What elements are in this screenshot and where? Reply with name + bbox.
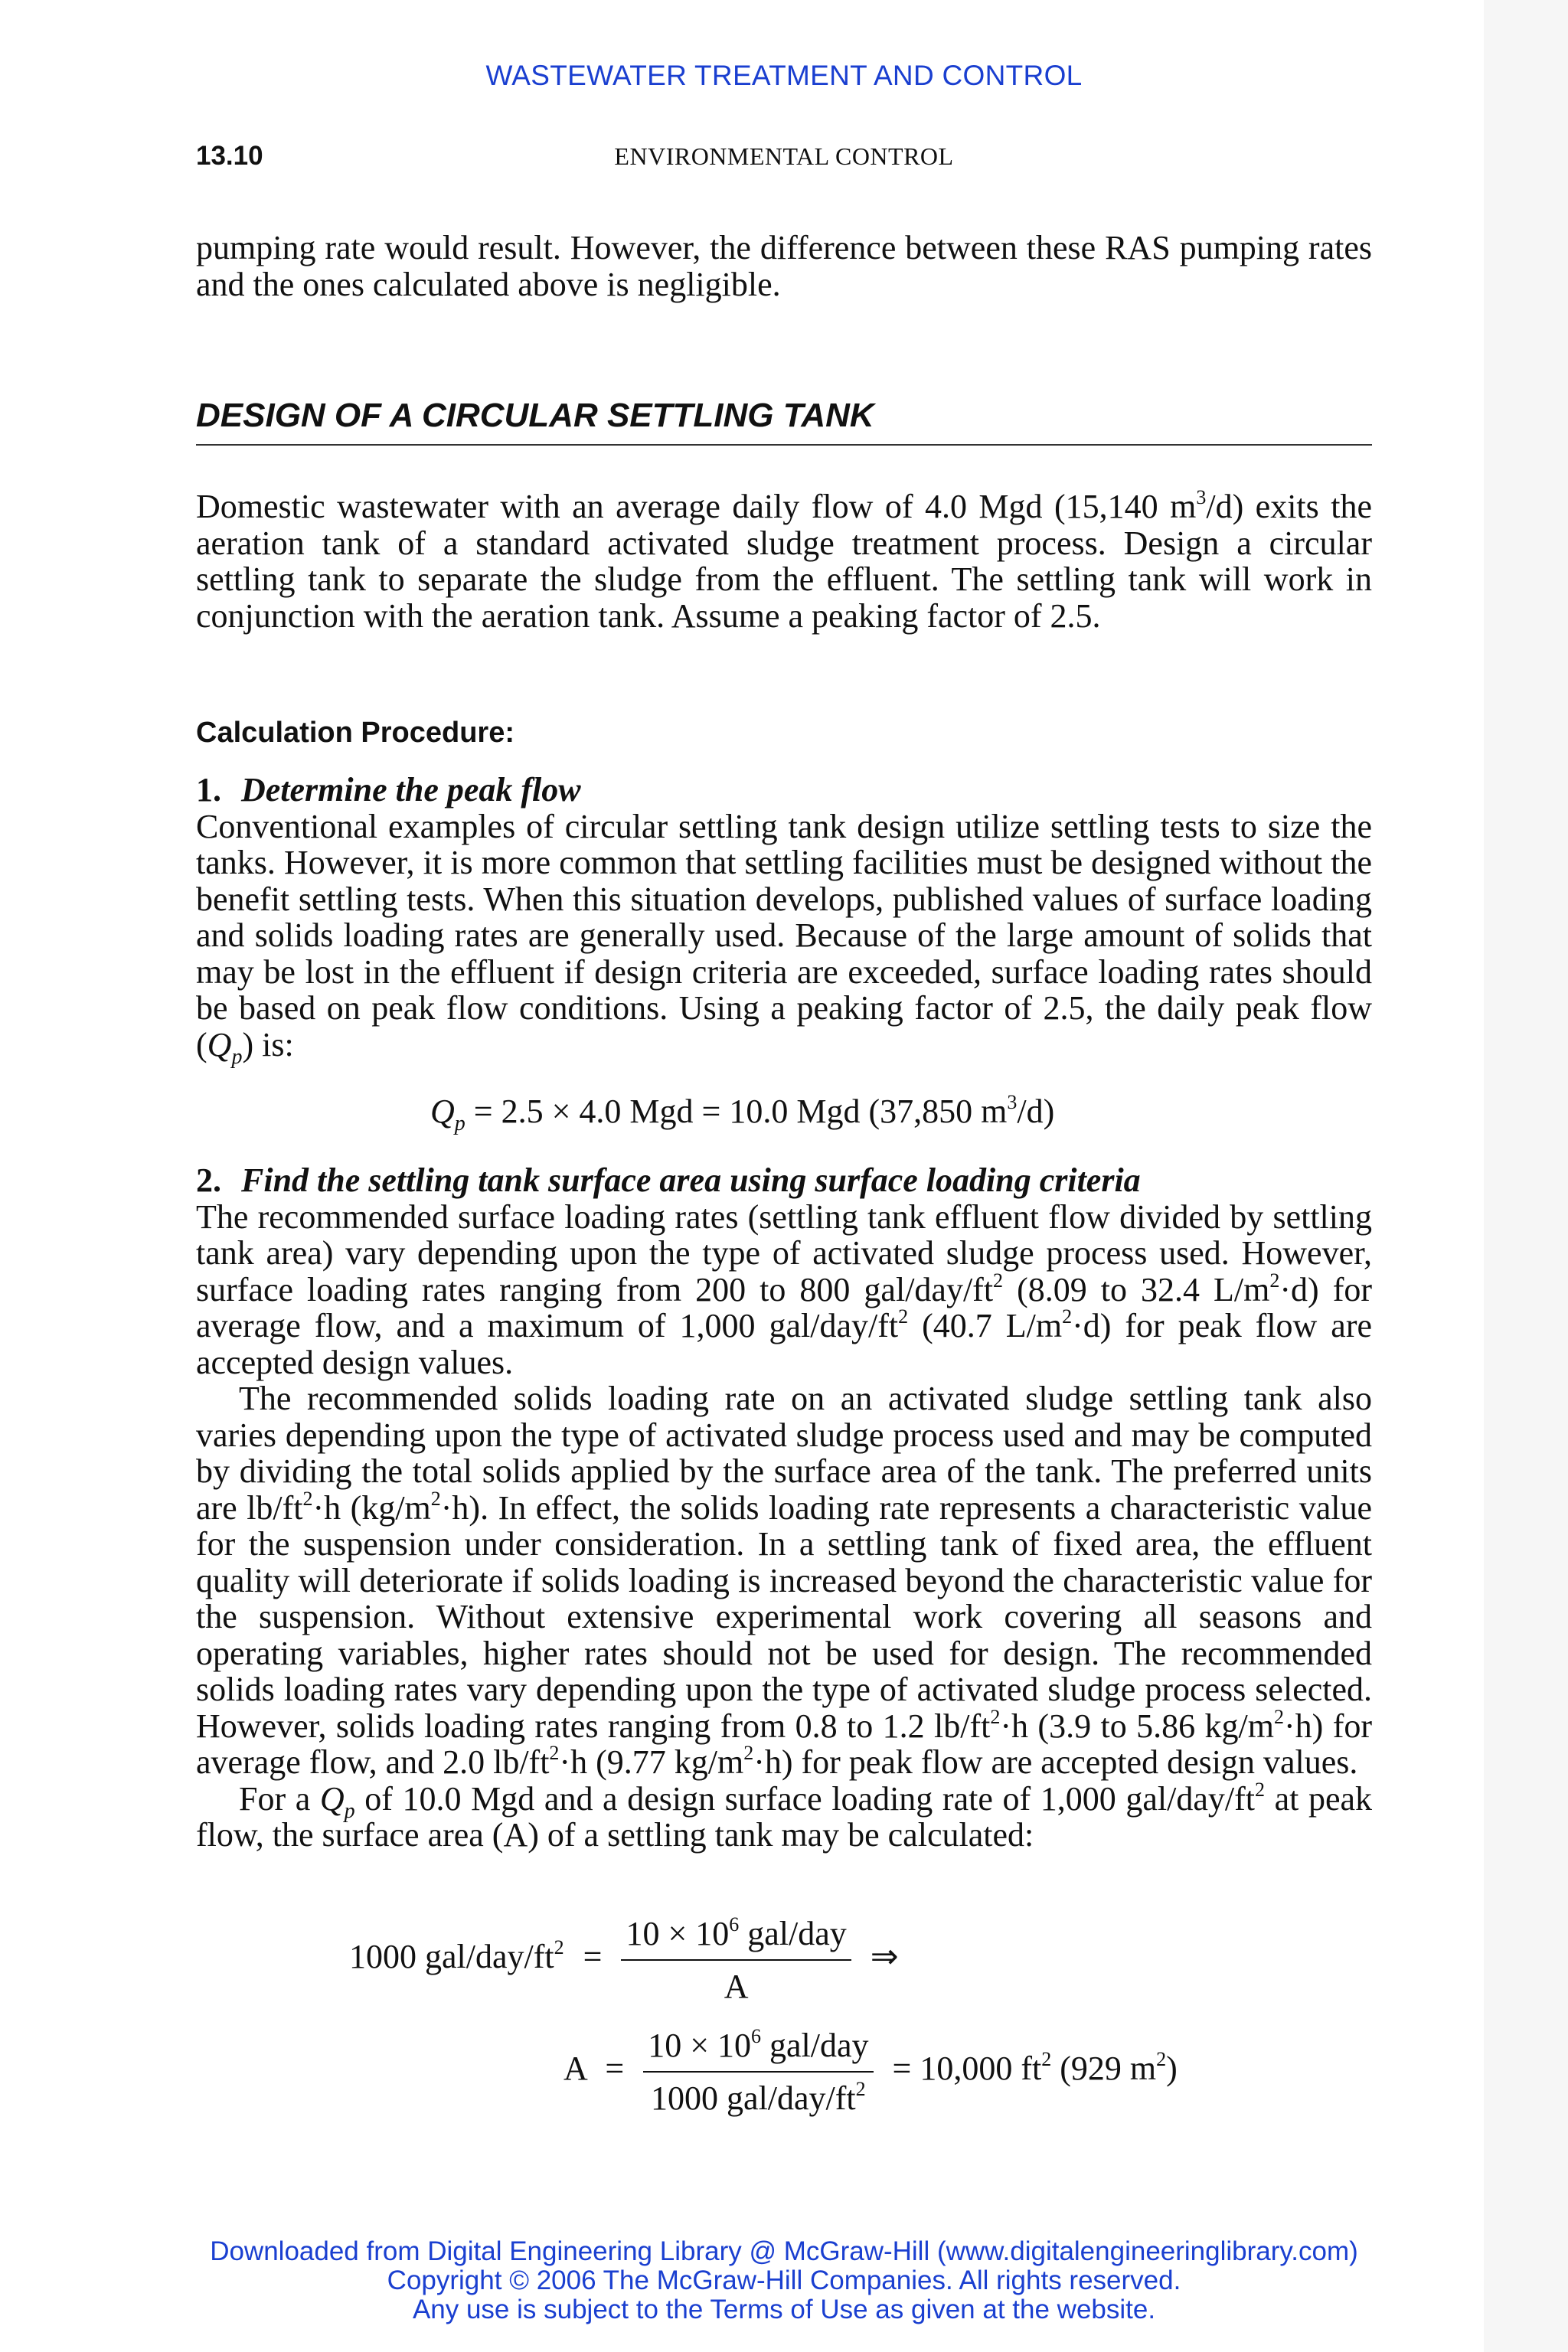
footer-link-library[interactable]: Downloaded from Digital Engineering Library @ McGraw-Hill (www.digitalengineeringlibrary.com)	[210, 2236, 1358, 2266]
eq-text: = 2.5 × 4.0 Mgd = 10.0 Mgd (37,850 m	[465, 1093, 1008, 1130]
footer-copyright[interactable]: Copyright © 2006 The McGraw-Hill Companies. All rights reserved.	[387, 2265, 1181, 2295]
eq1-numerator: $10 \times 10^6$ gal/day	[621, 1914, 851, 1961]
intro-paragraph	[196, 230, 1372, 302]
eq2-fraction	[643, 2026, 873, 2118]
eq2-result: = 10,000 $ft^2$ (929 $m^2$)	[892, 2048, 1178, 2088]
eq2-lhs: A	[564, 2050, 586, 2088]
problem-text-2: /d) exits the aeration tank of a standard activated sludge treatment process. Design a circular settling tank to separate the sludge from the effluent. The settling tank will work in conjunction with the aeration tank. Assume a peaking factor of 2.5.	[196, 488, 1372, 635]
problem-exp: 3	[1196, 486, 1207, 508]
implies-symbol: ⇒	[870, 1938, 899, 1976]
step2-paragraph-3: For a $Q_p$ of 10.0 Mgd and a design surface loading rate of 1,000 gal/$day/ft^2$ at peak flow, the surface area (A) of a settling tank may be calculated:	[196, 1778, 1373, 1854]
eq-exp: 3	[1007, 1091, 1018, 1113]
step2-paragraph-1: The recommended surface loading rates (settling tank effluent flow divided by settling tank area) vary depending upon the type of activated sludge process used. However, surface loading rates ranging from 200 to 800 gal/$day/ft^2$ (8.09 to 32.4 $L/m^2\cdot d$) for average flow, and a maximum of 1,000 gal/$day/ft^2$ (40.7 $L/m^2\cdot d$) for peak flow are accepted design values.	[196, 1197, 1373, 1381]
step2-block	[196, 1162, 1372, 1854]
step1-body-end: ) is:	[242, 1025, 294, 1063]
surface-area-equation-2	[564, 2026, 1178, 2118]
running-head-link[interactable]: WASTEWATER TREATMENT AND CONTROL	[485, 60, 1083, 91]
eq-sub: p	[454, 1112, 466, 1135]
eq2-equals: =	[605, 2050, 625, 2088]
step2-paragraph-2: The recommended solids loading rate on an activated sludge settling tank also varies depending upon the type of activated sludge process used and may be computed by dividing the total solids applied by the surface area of the tank. The preferred units are $lb/ft^2\cdot h$ $(kg/m^2\cdot h)$. In effect, the solids loading rate represents a characteristic value for the suspension under consideration. In a settling tank of fixed area, the effluent quality will deteriorate if solids loading is increased beyond the characteristic value for the suspension. Without extensive experimental work covering all seasons and operating variables, higher rates should not be used for design. The recommended solids loading rates vary depending upon the type of activated sludge process selected. However, solids loading rates ranging from 0.8 to 1.2 $lb/ft^2\cdot h$ (3.9 to 5.86 $kg/m^2\cdot h$) for average flow, and 2.0 $lb/ft^2\cdot h$ (9.77 $kg/m^2\cdot h$) for peak flow are accepted design values.	[196, 1380, 1372, 1781]
eq-var: Q	[430, 1093, 455, 1130]
step2-title: Find the settling tank surface area using surface loading criteria	[241, 1161, 1141, 1199]
section-heading: DESIGN OF A CIRCULAR SETTLING TANK	[196, 397, 1372, 446]
problem-statement	[196, 488, 1372, 634]
footer-terms[interactable]: Any use is subject to the Terms of Use as given at the website.	[412, 2295, 1156, 2324]
step1-heading	[196, 772, 1372, 808]
footer	[0, 2237, 1568, 2324]
page-number: 13.10	[196, 141, 263, 171]
eq-end: /d)	[1017, 1093, 1055, 1130]
peak-flow-equation	[430, 1091, 1055, 1135]
eq1-denominator: A	[724, 1968, 749, 2005]
step1-block	[196, 771, 1372, 1069]
eq1-fraction	[621, 1914, 851, 2006]
problem-text-1: Domestic wastewater with an average daily flow of 4.0 Mgd (15,140 m	[196, 488, 1197, 525]
chapter-title: ENVIRONMENTAL CONTROL	[614, 142, 954, 170]
intro-text: pumping rate would result. However, the difference between these RAS pumping rates and the ones calculated above is negligible.	[196, 229, 1372, 303]
step1-var: Q	[207, 1025, 232, 1063]
surface-area-equation-1: 1000 gal/$day/ft^2$ = $\frac{10 \times 10^6 gal/day}{A}$ ⇒	[349, 1913, 899, 2005]
eq1-equals: =	[583, 1938, 603, 1976]
step2-heading	[196, 1162, 1372, 1199]
step2-number: 2.	[196, 1161, 221, 1199]
step1-number: 1.	[196, 771, 221, 808]
step1-body	[196, 807, 1372, 1069]
step1-body-text: Conventional examples of circular settling tank design utilize settling tests to size the tanks. However, it is more common that settling facilities must be designed without the benefit settling tests. When this situation develops, published values of surface loading and solids loading rates are generally used. Because of the large amount of solids that may be lost in the effluent if design criteria are exceeded, surface loading rates should be based on peak flow conditions. Using a peaking factor of 2.5, the daily peak flow (	[196, 807, 1372, 1063]
eq2-numerator: $10 \times 10^6$ gal/day	[643, 2026, 873, 2073]
procedure-label: Calculation Procedure:	[196, 717, 514, 749]
step1-title: Determine the peak flow	[241, 771, 581, 808]
eq1-lhs: 1000 gal/day/ft	[349, 1938, 554, 1976]
eq2-denominator: 1000 gal/$day/ft^2$	[651, 2078, 866, 2117]
step1-sub: p	[231, 1044, 243, 1069]
